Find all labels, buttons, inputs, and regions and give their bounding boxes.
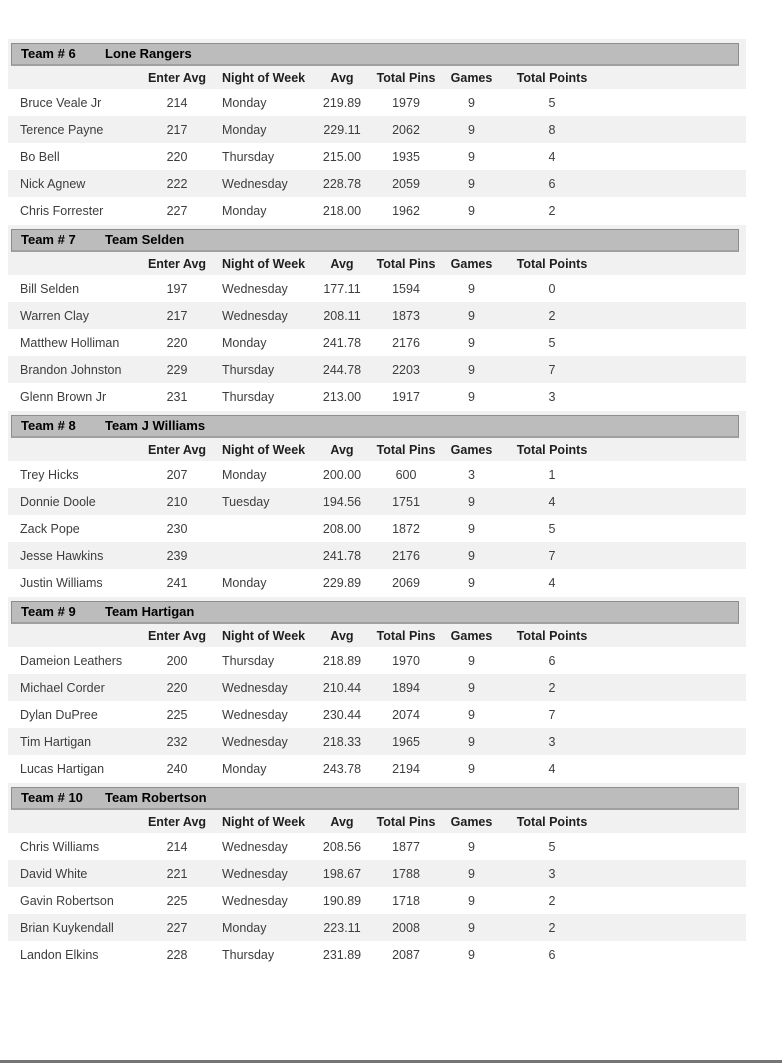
player-games: 9: [468, 95, 475, 110]
player-games: 9: [468, 947, 475, 962]
team-section: [8, 411, 746, 596]
col-enter-avg: Enter Avg: [147, 256, 207, 271]
player-total-pins: 2059: [392, 176, 420, 191]
col-total-pins: Total Pins: [376, 256, 436, 271]
player-total-pins: 1594: [392, 281, 420, 296]
player-night: Monday: [222, 467, 267, 482]
player-rows: [8, 461, 746, 596]
column-header-row: [8, 624, 746, 647]
player-row: [8, 488, 746, 515]
player-avg: 229.89: [322, 575, 362, 590]
player-avg: 190.89: [322, 893, 362, 908]
player-enter-avg: 232: [166, 734, 188, 749]
player-games: 9: [468, 920, 475, 935]
player-enter-avg: 220: [166, 335, 188, 350]
col-total-points: Total Points: [516, 70, 588, 85]
player-total-pins: 2176: [392, 335, 420, 350]
player-total-pins: 1979: [392, 95, 420, 110]
player-enter-avg: 220: [166, 680, 188, 695]
team-name-label: Team Selden: [105, 232, 185, 247]
player-night: Thursday: [222, 149, 275, 164]
player-night: Wednesday: [222, 866, 288, 881]
player-games: 9: [468, 575, 475, 590]
col-enter-avg: Enter Avg: [147, 628, 207, 643]
player-total-pins: 1970: [392, 653, 420, 668]
player-total-pins: 2194: [392, 761, 420, 776]
player-total-pins: 2062: [392, 122, 420, 137]
player-enter-avg: 217: [166, 308, 188, 323]
player-name: Jesse Hawkins: [20, 548, 104, 563]
player-total-points: 6: [548, 176, 556, 191]
team-header-block: [8, 39, 746, 89]
player-total-pins: 1962: [392, 203, 420, 218]
col-total-points: Total Points: [516, 442, 588, 457]
col-avg: Avg: [330, 628, 354, 643]
player-games: 9: [468, 122, 475, 137]
player-enter-avg: 227: [166, 920, 188, 935]
player-games: 9: [468, 680, 475, 695]
player-total-points: 2: [548, 308, 556, 323]
player-games: 9: [468, 203, 475, 218]
player-night: Monday: [222, 920, 267, 935]
player-total-pins: 1935: [392, 149, 420, 164]
col-night-of-week: Night of Week: [222, 70, 306, 85]
col-games: Games: [450, 814, 493, 829]
player-total-points: 2: [548, 893, 556, 908]
player-total-points: 2: [548, 920, 556, 935]
player-avg: 218.33: [322, 734, 362, 749]
player-name: Warren Clay: [20, 308, 89, 323]
player-total-pins: 2074: [392, 707, 420, 722]
player-avg: 218.89: [322, 653, 362, 668]
player-row: [8, 542, 746, 569]
player-games: 9: [468, 839, 475, 854]
player-avg: 241.78: [322, 548, 362, 563]
player-enter-avg: 217: [166, 122, 188, 137]
player-row: [8, 647, 746, 674]
player-night: Thursday: [222, 653, 275, 668]
player-row: [8, 383, 746, 410]
player-name: Lucas Hartigan: [20, 761, 105, 776]
player-row: [8, 887, 746, 914]
player-avg: 200.00: [322, 467, 362, 482]
player-name: Bruce Veale Jr: [20, 95, 102, 110]
col-avg: Avg: [330, 256, 354, 271]
player-name: Bo Bell: [20, 149, 60, 164]
player-avg: 213.00: [322, 389, 362, 404]
team-name-label: Team Hartigan: [105, 604, 195, 619]
player-name: Dameion Leathers: [20, 653, 123, 668]
player-name: Tim Hartigan: [20, 734, 92, 749]
player-total-points: 1: [548, 467, 556, 482]
player-enter-avg: 214: [166, 95, 188, 110]
player-row: [8, 116, 746, 143]
player-total-pins: 1877: [392, 839, 420, 854]
col-enter-avg: Enter Avg: [147, 70, 207, 85]
player-enter-avg: 230: [166, 521, 188, 536]
player-total-points: 3: [548, 734, 556, 749]
player-games: 9: [468, 335, 475, 350]
team-number-label: Team # 10: [21, 790, 83, 805]
player-avg: 229.11: [323, 122, 361, 137]
team-number-label: Team # 9: [21, 604, 76, 619]
player-name: Terence Payne: [20, 122, 104, 137]
player-row: [8, 170, 746, 197]
player-avg: 230.44: [322, 707, 362, 722]
player-enter-avg: 197: [166, 281, 188, 296]
player-avg: 208.56: [322, 839, 362, 854]
player-enter-avg: 228: [166, 947, 188, 962]
player-avg: 208.11: [323, 308, 361, 323]
column-header-row: [8, 252, 746, 275]
player-total-pins: 2087: [392, 947, 420, 962]
player-games: 3: [468, 467, 475, 482]
player-total-pins: 1718: [392, 893, 420, 908]
player-games: 9: [468, 761, 475, 776]
player-avg: 244.78: [322, 362, 362, 377]
player-name: Zack Pope: [20, 521, 80, 536]
player-total-points: 4: [548, 149, 556, 164]
col-games: Games: [450, 628, 493, 643]
team-name-label: Team J Williams: [105, 418, 206, 433]
player-total-points: 4: [548, 494, 556, 509]
player-name: Donnie Doole: [20, 494, 96, 509]
player-total-points: 7: [548, 707, 556, 722]
player-rows: [8, 89, 746, 224]
player-rows: [8, 833, 746, 968]
player-avg: 223.11: [323, 920, 361, 935]
player-night: Wednesday: [222, 839, 288, 854]
player-night: Wednesday: [222, 281, 288, 296]
player-enter-avg: 220: [166, 149, 188, 164]
player-games: 9: [468, 866, 475, 881]
player-total-pins: 2203: [392, 362, 420, 377]
player-total-points: 5: [548, 839, 556, 854]
col-night-of-week: Night of Week: [222, 442, 306, 457]
team-header-block: [8, 411, 746, 461]
player-name: Chris Williams: [20, 839, 100, 854]
team-section: [8, 597, 746, 782]
player-enter-avg: 239: [166, 548, 188, 563]
player-total-points: 5: [548, 335, 556, 350]
player-row: [8, 728, 746, 755]
player-name: Landon Elkins: [20, 947, 99, 962]
team-section: [8, 39, 746, 224]
player-rows: [8, 647, 746, 782]
player-games: 9: [468, 494, 475, 509]
player-enter-avg: 241: [166, 575, 188, 590]
bowling-league-report: [8, 39, 746, 968]
player-total-pins: 1751: [392, 494, 420, 509]
player-total-points: 4: [548, 761, 556, 776]
player-enter-avg: 214: [166, 839, 188, 854]
player-total-pins: 1872: [392, 521, 420, 536]
player-avg: 198.67: [322, 866, 362, 881]
player-name: Bill Selden: [20, 281, 80, 296]
player-row: [8, 461, 746, 488]
column-header-row: [8, 66, 746, 89]
team-title-bar: [11, 787, 739, 810]
col-avg: Avg: [330, 70, 354, 85]
player-total-points: 7: [548, 362, 556, 377]
team-title-bar: [11, 415, 739, 438]
player-avg: 243.78: [322, 761, 362, 776]
col-total-points: Total Points: [516, 256, 588, 271]
player-total-pins: 1788: [392, 866, 420, 881]
player-enter-avg: 200: [166, 653, 188, 668]
player-row: [8, 701, 746, 728]
player-row: [8, 329, 746, 356]
player-total-pins: 1894: [392, 680, 420, 695]
player-night: Monday: [222, 575, 267, 590]
player-games: 9: [468, 707, 475, 722]
player-avg: 215.00: [322, 149, 362, 164]
player-night: Monday: [222, 761, 267, 776]
player-total-points: 3: [548, 866, 556, 881]
team-name-label: Team Robertson: [105, 790, 207, 805]
player-games: 9: [468, 362, 475, 377]
player-games: 9: [468, 176, 475, 191]
col-games: Games: [450, 256, 493, 271]
team-section: [8, 783, 746, 968]
player-games: 9: [468, 149, 475, 164]
player-avg: 231.89: [322, 947, 362, 962]
player-total-pins: 1873: [392, 308, 420, 323]
player-night: Monday: [222, 95, 267, 110]
player-night: Thursday: [222, 389, 275, 404]
player-row: [8, 275, 746, 302]
player-row: [8, 914, 746, 941]
player-enter-avg: 221: [166, 866, 188, 881]
player-row: [8, 302, 746, 329]
col-night-of-week: Night of Week: [222, 256, 306, 271]
player-enter-avg: 225: [166, 893, 188, 908]
player-total-pins: 2176: [392, 548, 420, 563]
player-total-points: 3: [548, 389, 556, 404]
player-name: Brian Kuykendall: [20, 920, 114, 935]
player-total-points: 5: [548, 95, 556, 110]
player-enter-avg: 225: [166, 707, 188, 722]
player-avg: 228.78: [322, 176, 362, 191]
col-total-pins: Total Pins: [376, 70, 436, 85]
player-games: 9: [468, 389, 475, 404]
player-row: [8, 515, 746, 542]
player-row: [8, 833, 746, 860]
player-row: [8, 197, 746, 224]
player-enter-avg: 207: [166, 467, 188, 482]
player-name: Nick Agnew: [20, 176, 86, 191]
team-header-block: [8, 783, 746, 833]
player-avg: 194.56: [322, 494, 362, 509]
player-total-points: 2: [548, 680, 556, 695]
player-games: 9: [468, 308, 475, 323]
player-enter-avg: 229: [166, 362, 188, 377]
player-total-points: 8: [548, 122, 556, 137]
player-row: [8, 941, 746, 968]
col-avg: Avg: [330, 442, 354, 457]
player-name: Brandon Johnston: [20, 362, 122, 377]
player-night: Wednesday: [222, 308, 288, 323]
player-avg: 208.00: [322, 521, 362, 536]
col-night-of-week: Night of Week: [222, 628, 306, 643]
player-games: 9: [468, 893, 475, 908]
player-avg: 241.78: [322, 335, 362, 350]
player-name: Justin Williams: [20, 575, 103, 590]
col-night-of-week: Night of Week: [222, 814, 306, 829]
player-enter-avg: 240: [166, 761, 188, 776]
player-name: Trey Hicks: [20, 467, 79, 482]
player-rows: [8, 275, 746, 410]
col-total-points: Total Points: [516, 814, 588, 829]
team-section: [8, 225, 746, 410]
player-row: [8, 356, 746, 383]
player-total-points: 5: [548, 521, 556, 536]
team-header-block: [8, 225, 746, 275]
player-enter-avg: 210: [166, 494, 188, 509]
player-name: Chris Forrester: [20, 203, 104, 218]
team-number-label: Team # 8: [21, 418, 76, 433]
column-header-row: [8, 810, 746, 833]
player-avg: 210.44: [322, 680, 362, 695]
team-header-block: [8, 597, 746, 647]
player-night: Wednesday: [222, 707, 288, 722]
player-night: Monday: [222, 335, 267, 350]
player-row: [8, 89, 746, 116]
team-number-label: Team # 7: [21, 232, 76, 247]
player-total-points: 6: [548, 653, 556, 668]
player-total-pins: 2008: [392, 920, 420, 935]
player-total-points: 6: [548, 947, 556, 962]
player-total-points: 7: [548, 548, 556, 563]
player-name: Matthew Holliman: [20, 335, 120, 350]
player-night: Thursday: [222, 362, 275, 377]
col-enter-avg: Enter Avg: [147, 814, 207, 829]
player-enter-avg: 222: [166, 176, 188, 191]
col-games: Games: [450, 442, 493, 457]
player-night: Monday: [222, 203, 267, 218]
player-row: [8, 569, 746, 596]
player-night: Wednesday: [222, 176, 288, 191]
player-games: 9: [468, 653, 475, 668]
player-avg: 219.89: [322, 95, 362, 110]
player-total-points: 4: [548, 575, 556, 590]
player-night: Monday: [222, 122, 267, 137]
player-name: Dylan DuPree: [20, 707, 98, 722]
column-header-row: [8, 438, 746, 461]
player-night: Wednesday: [222, 893, 288, 908]
player-night: Wednesday: [222, 680, 288, 695]
player-games: 9: [468, 281, 475, 296]
col-enter-avg: Enter Avg: [147, 442, 207, 457]
team-number-label: Team # 6: [21, 46, 76, 61]
player-night: Wednesday: [222, 734, 288, 749]
col-total-pins: Total Pins: [376, 814, 436, 829]
team-name-label: Lone Rangers: [105, 46, 192, 61]
player-name: Glenn Brown Jr: [20, 389, 107, 404]
player-enter-avg: 227: [166, 203, 188, 218]
col-games: Games: [450, 70, 493, 85]
team-title-bar: [11, 601, 739, 624]
col-total-pins: Total Pins: [376, 628, 436, 643]
player-row: [8, 674, 746, 701]
col-total-points: Total Points: [516, 628, 588, 643]
player-avg: 177.11: [323, 281, 361, 296]
player-total-pins: 1917: [392, 389, 420, 404]
player-row: [8, 860, 746, 887]
player-total-pins: 600: [395, 467, 417, 482]
player-avg: 218.00: [322, 203, 362, 218]
player-total-points: 2: [548, 203, 556, 218]
player-name: David White: [20, 866, 88, 881]
player-enter-avg: 231: [166, 389, 188, 404]
team-title-bar: [11, 43, 739, 66]
player-games: 9: [468, 521, 475, 536]
col-avg: Avg: [330, 814, 354, 829]
player-games: 9: [468, 548, 475, 563]
player-night: Thursday: [222, 947, 275, 962]
player-total-pins: 1965: [392, 734, 420, 749]
player-games: 9: [468, 734, 475, 749]
col-total-pins: Total Pins: [376, 442, 436, 457]
player-row: [8, 755, 746, 782]
team-title-bar: [11, 229, 739, 252]
player-total-pins: 2069: [392, 575, 420, 590]
player-name: Gavin Robertson: [20, 893, 114, 908]
player-name: Michael Corder: [20, 680, 105, 695]
player-total-points: 0: [548, 281, 556, 296]
player-row: [8, 143, 746, 170]
player-night: Tuesday: [222, 494, 270, 509]
